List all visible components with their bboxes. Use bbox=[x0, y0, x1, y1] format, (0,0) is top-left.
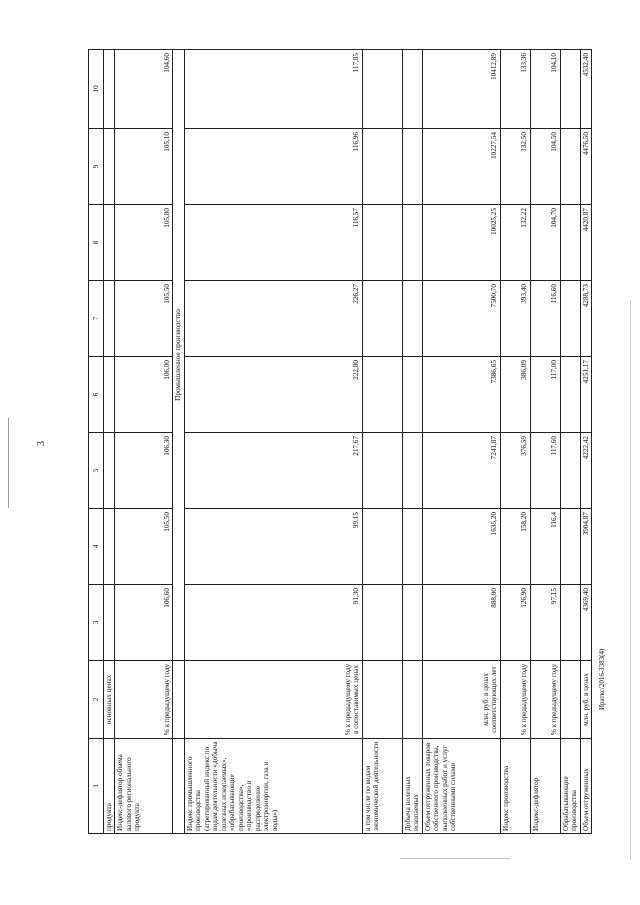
value-cell bbox=[362, 357, 402, 433]
value-cell bbox=[560, 585, 580, 661]
value-cell bbox=[560, 50, 580, 129]
table-row bbox=[500, 50, 530, 834]
value-cell: 10025,25 bbox=[422, 205, 500, 281]
indicator-cell: Индекс производства bbox=[500, 739, 530, 834]
value-cell: 386,09 bbox=[500, 357, 530, 433]
table-row bbox=[115, 50, 173, 834]
value-cell: 1635,20 bbox=[422, 509, 500, 585]
value-cell bbox=[104, 585, 115, 661]
indicator-cell: продукта bbox=[104, 739, 115, 834]
column-header: 8 bbox=[89, 205, 104, 281]
value-cell: 116,60 bbox=[530, 281, 560, 357]
value-cell: 4288,73 bbox=[580, 281, 591, 357]
page-number: 3 bbox=[36, 441, 47, 446]
value-cell: 376,59 bbox=[500, 433, 530, 509]
value-cell: 133,36 bbox=[500, 50, 530, 129]
value-cell bbox=[362, 50, 402, 129]
value-cell: 7500,70 bbox=[422, 281, 500, 357]
unit-cell: млн. руб. в ценах bbox=[580, 661, 591, 739]
value-cell: 888,00 bbox=[422, 585, 500, 661]
value-cell: 105,50 bbox=[115, 281, 173, 357]
value-cell bbox=[104, 357, 115, 433]
indicator-cell: Добыча полезных ископаемых bbox=[402, 739, 422, 834]
table-row bbox=[560, 50, 580, 834]
value-cell: 104,60 bbox=[115, 50, 173, 129]
value-cell bbox=[560, 433, 580, 509]
indicator-cell: Индекс-дефлятор bbox=[530, 739, 560, 834]
value-cell: 116,57 bbox=[184, 205, 362, 281]
value-cell: 158,20 bbox=[500, 509, 530, 585]
column-header: 4 bbox=[89, 509, 104, 585]
value-cell bbox=[560, 509, 580, 585]
rotated-table-container bbox=[88, 50, 590, 834]
table-row bbox=[530, 50, 560, 834]
value-cell: 4369,40 bbox=[580, 585, 591, 661]
value-cell bbox=[104, 129, 115, 205]
unit-cell: % к предыдущему году bbox=[500, 661, 530, 739]
column-header: 7 bbox=[89, 281, 104, 357]
value-cell bbox=[104, 509, 115, 585]
value-cell: 105,10 bbox=[115, 129, 173, 205]
table-row bbox=[402, 50, 422, 834]
column-header: 6 bbox=[89, 357, 104, 433]
indicator-cell: Индекс промышленного производства (агрегированный индекс по видам деятельности «добыча полезных ископаемых», «обрабатывающие производства», «производство и распределение электроэнергии, газа и воды») bbox=[184, 739, 362, 834]
table-row bbox=[422, 50, 500, 834]
column-header: 5 bbox=[89, 433, 104, 509]
indicator-cell: Объем отгруженных bbox=[580, 739, 591, 834]
value-cell bbox=[104, 281, 115, 357]
value-cell: 7386,65 bbox=[422, 357, 500, 433]
value-cell: 117,00 bbox=[530, 357, 560, 433]
scan-artifact-bottom bbox=[400, 858, 510, 859]
unit-cell: % к предыдущему году в сопоставимых ценах bbox=[184, 661, 362, 739]
value-cell: 106,30 bbox=[115, 433, 173, 509]
value-cell: 105,50 bbox=[115, 509, 173, 585]
value-cell bbox=[362, 509, 402, 585]
unit-cell bbox=[362, 661, 402, 739]
value-cell: 132,50 bbox=[500, 129, 530, 205]
section-title: Промышленное производство bbox=[173, 50, 184, 661]
table-header-row bbox=[89, 50, 104, 834]
value-cell bbox=[402, 129, 422, 205]
value-cell bbox=[402, 585, 422, 661]
section-row bbox=[173, 50, 184, 834]
value-cell bbox=[402, 357, 422, 433]
value-cell: 10412,89 bbox=[422, 50, 500, 129]
section-empty-cell bbox=[173, 739, 184, 834]
value-cell: 104,10 bbox=[530, 50, 560, 129]
value-cell bbox=[104, 205, 115, 281]
value-cell: 126,90 bbox=[500, 585, 530, 661]
value-cell bbox=[560, 281, 580, 357]
scan-artifact-left bbox=[8, 418, 9, 508]
value-cell: 97,15 bbox=[530, 585, 560, 661]
column-header: 10 bbox=[89, 50, 104, 129]
value-cell: 4532,40 bbox=[580, 50, 591, 129]
value-cell bbox=[362, 433, 402, 509]
value-cell: 132,22 bbox=[500, 205, 530, 281]
indicator-cell: Обрабатывающие производства bbox=[560, 739, 580, 834]
value-cell: 104,50 bbox=[530, 129, 560, 205]
value-cell bbox=[362, 585, 402, 661]
value-cell: 4420,87 bbox=[580, 205, 591, 281]
value-cell bbox=[560, 205, 580, 281]
column-header: 1 bbox=[89, 739, 104, 834]
unit-cell bbox=[560, 661, 580, 739]
column-header: 2 bbox=[89, 661, 104, 739]
table-row bbox=[184, 50, 362, 834]
value-cell: 106,60 bbox=[115, 585, 173, 661]
value-cell: 105,80 bbox=[115, 205, 173, 281]
document-reference: Ираткс/2016-3383(4) bbox=[598, 648, 606, 710]
value-cell: 217,67 bbox=[184, 433, 362, 509]
indicator-cell: Индекс-дефлятор объема валового регионального продукта bbox=[115, 739, 173, 834]
indicator-cell: Объем отгруженных товаров собственного производства, выполненных работ и услуг собственными силами bbox=[422, 739, 500, 834]
value-cell: 4222,42 bbox=[580, 433, 591, 509]
value-cell bbox=[402, 281, 422, 357]
value-cell: 7241,87 bbox=[422, 433, 500, 509]
value-cell: 117,85 bbox=[184, 50, 362, 129]
scan-artifact-right bbox=[630, 300, 631, 860]
section-empty-cell bbox=[173, 661, 184, 739]
value-cell: 99,15 bbox=[184, 509, 362, 585]
value-cell: 116,96 bbox=[184, 129, 362, 205]
value-cell: 91,30 bbox=[184, 585, 362, 661]
unit-cell: % к предыдущему году bbox=[530, 661, 560, 739]
unit-cell: млн. руб. в ценах соответствующих лет bbox=[422, 661, 500, 739]
value-cell bbox=[362, 129, 402, 205]
value-cell: 117,60 bbox=[530, 433, 560, 509]
value-cell bbox=[560, 357, 580, 433]
forecast-table bbox=[88, 49, 592, 834]
column-header: 3 bbox=[89, 585, 104, 661]
table-row bbox=[104, 50, 115, 834]
column-header: 9 bbox=[89, 129, 104, 205]
value-cell: 10227,54 bbox=[422, 129, 500, 205]
value-cell: 116,4 bbox=[530, 509, 560, 585]
table-row bbox=[580, 50, 591, 834]
value-cell: 222,80 bbox=[184, 357, 362, 433]
value-cell bbox=[402, 205, 422, 281]
value-cell: 393,40 bbox=[500, 281, 530, 357]
value-cell: 3904,87 bbox=[580, 509, 591, 585]
value-cell bbox=[402, 50, 422, 129]
value-cell bbox=[104, 433, 115, 509]
indicator-cell: в том числе по видам экономической деятельности bbox=[362, 739, 402, 834]
unit-cell: основных ценах bbox=[104, 661, 115, 739]
unit-cell bbox=[402, 661, 422, 739]
value-cell bbox=[402, 433, 422, 509]
value-cell: 226,27 bbox=[184, 281, 362, 357]
value-cell: 106,00 bbox=[115, 357, 173, 433]
unit-cell: % к предыдущему году bbox=[115, 661, 173, 739]
value-cell bbox=[402, 509, 422, 585]
table-row bbox=[362, 50, 402, 834]
value-cell: 104,70 bbox=[530, 205, 560, 281]
value-cell bbox=[104, 50, 115, 129]
value-cell: 4251,17 bbox=[580, 357, 591, 433]
value-cell bbox=[560, 129, 580, 205]
value-cell bbox=[362, 205, 402, 281]
value-cell bbox=[362, 281, 402, 357]
value-cell: 4476,50 bbox=[580, 129, 591, 205]
